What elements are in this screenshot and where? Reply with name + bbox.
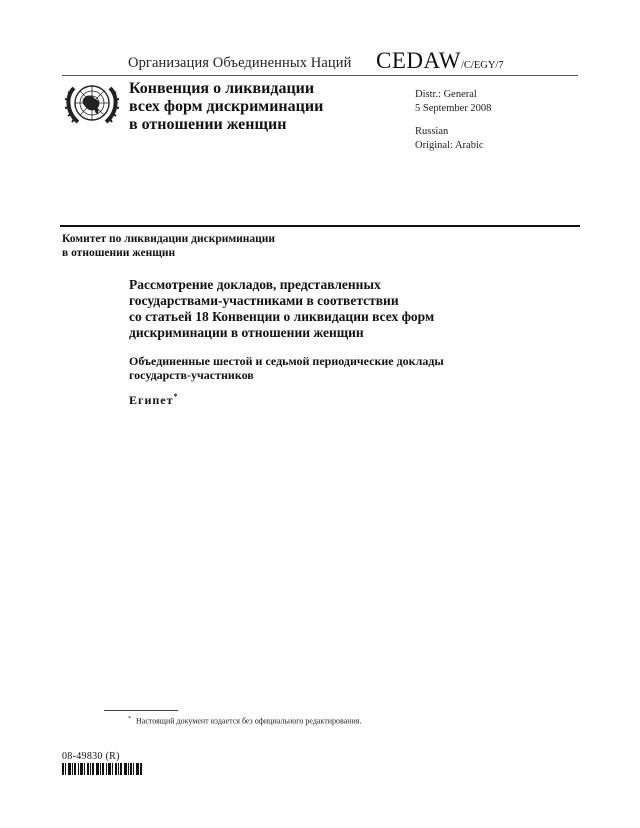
document-symbol [376, 48, 504, 74]
country-heading [129, 392, 179, 408]
subject-heading [129, 277, 434, 341]
committee-line: Комитет по ликвидации дискриминации [62, 233, 276, 245]
convention-title-line: всех форм дискриминации [129, 98, 324, 115]
committee-line: в отношении женщин [62, 247, 176, 259]
subject-line: Рассмотрение докладов, представленных [129, 277, 381, 292]
language-block [415, 125, 484, 153]
un-emblem-icon [62, 80, 122, 126]
distribution: Distr.: General [415, 89, 477, 100]
committee-name [62, 232, 275, 260]
barcode-icon [62, 763, 154, 775]
convention-title-line: в отношении женщин [129, 116, 287, 133]
convention-title-line: Конвенция о ликвидации [129, 80, 315, 97]
section-rule [60, 225, 580, 227]
footnote-mark: * [128, 716, 131, 722]
subject-line: дискриминации в отношении женщин [129, 325, 364, 340]
organization-name: Организация Объединенных Наций [128, 55, 352, 71]
issue-date: 5 September 2008 [415, 103, 492, 114]
symbol-main: CEDAW [376, 48, 461, 73]
reports-line: Объединенные шестой и седьмой периодические доклады [129, 354, 444, 368]
country-name: Египет [129, 393, 174, 407]
footnote-rule [104, 710, 178, 711]
subject-line: государствами-участниками в соответствии [129, 293, 399, 308]
document-number: 08-49830 (R) [62, 751, 120, 762]
reports-line: государств-участников [129, 368, 254, 382]
language: Russian [415, 126, 449, 137]
header-rule [62, 75, 578, 76]
original-language: Original: Arabic [415, 140, 484, 151]
subject-line: со статьей 18 Конвенции о ликвидации всех форм [129, 309, 435, 324]
convention-title [129, 80, 323, 134]
symbol-suffix: /C/EGY/7 [460, 60, 504, 71]
footnote [128, 716, 361, 726]
footnote-reference[interactable]: * [173, 392, 179, 401]
distribution-block [415, 88, 491, 116]
footnote-text: Настоящий документ издается без официального редактирования. [136, 716, 362, 726]
reports-heading [129, 354, 444, 382]
